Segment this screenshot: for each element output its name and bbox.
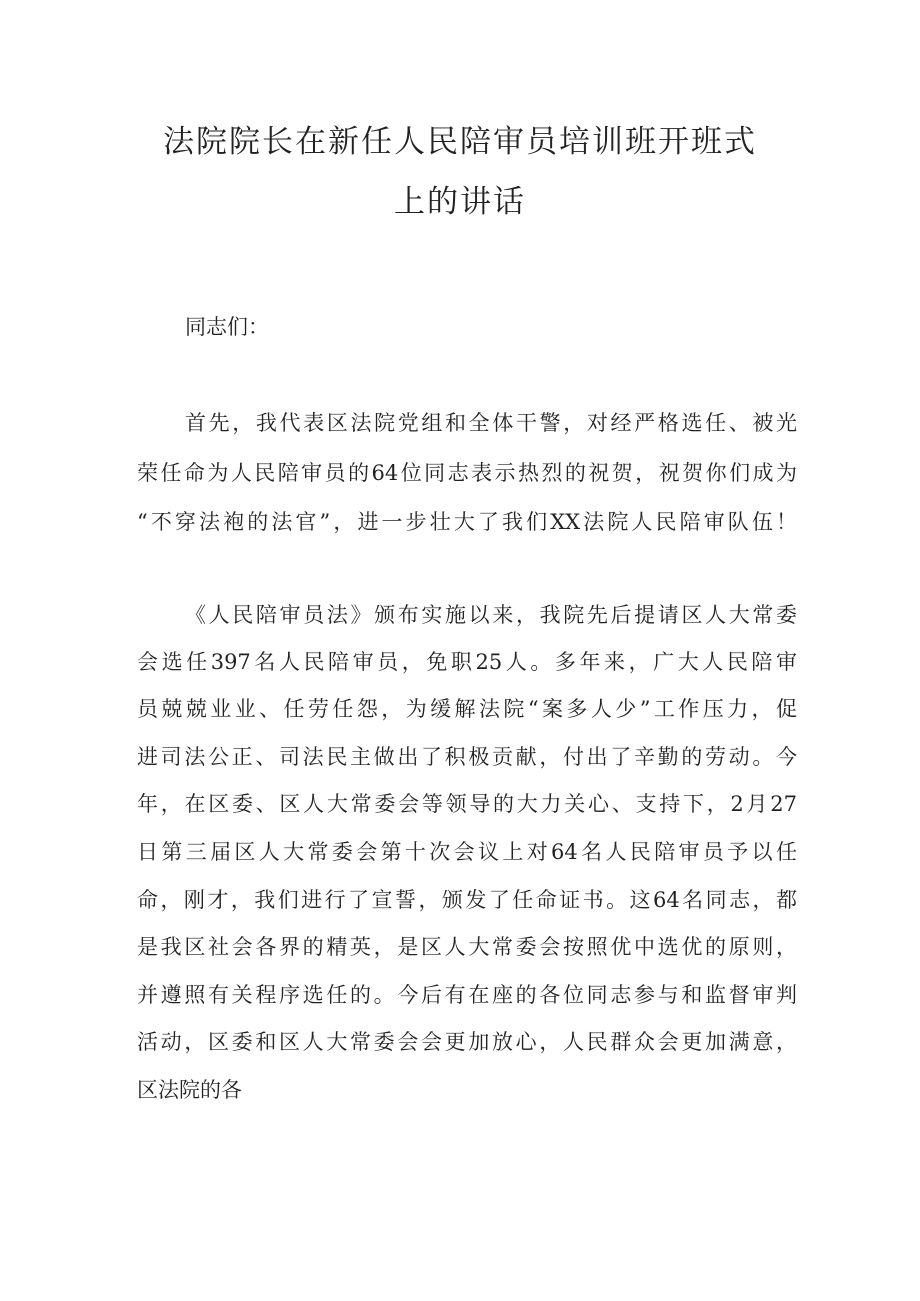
paragraph-2-line: 是我区社会各界的精英，是区人大常委会按照优中选优的原则， [137,935,797,959]
paragraph-2-line: 并遵照有关程序选任的。今后有在座的各位同志参与和监督审判 [137,983,797,1007]
document-title-line-2: 上的讲话 [394,184,526,220]
paragraph-2-line: 进司法公正、司法民主做出了积极贡献，付出了辛勤的劳动。今 [137,745,797,769]
paragraph-2-line: 会选任397名人民陪审员，免职25人。多年来，广大人民陪审 [137,650,797,674]
paragraph-2-line: 日第三届区人大常委会第十次会议上对64名人民陪审员予以任 [137,840,797,864]
paragraph-2-line: 年，在区委、区人大常委会等领导的大力关心、支持下，2月27 [137,792,797,816]
paragraph-1-line: 首先，我代表区法院党组和全体干警，对经严格选任、被光 [185,411,797,435]
paragraph-1-line: 荣任命为人民陪审员的64位同志表示热烈的祝贺，祝贺你们成为 [137,461,797,485]
paragraph-2-line: 命，刚才，我们进行了宣誓，颁发了任命证书。这64名同志，都 [137,888,797,912]
salutation: 同志们： [185,315,269,339]
paragraph-2-line: 活动，区委和区人大常委会会更加放心，人民群众会更加满意， [137,1030,797,1054]
paragraph-2-line: 区法院的各 [137,1078,242,1102]
paragraph-2-line: 员兢兢业业、任劳任怨，为缓解法院“案多人少”工作压力，促 [137,697,797,721]
paragraph-1-line: “不穿法袍的法官”，进一步壮大了我们XX法院人民陪审队伍！ [137,510,797,534]
document-title-line-1: 法院院长在新任人民陪审员培训班开班式 [163,124,757,160]
paragraph-2-line: 《人民陪审员法》颁布实施以来，我院先后提请区人大常委 [185,603,797,627]
